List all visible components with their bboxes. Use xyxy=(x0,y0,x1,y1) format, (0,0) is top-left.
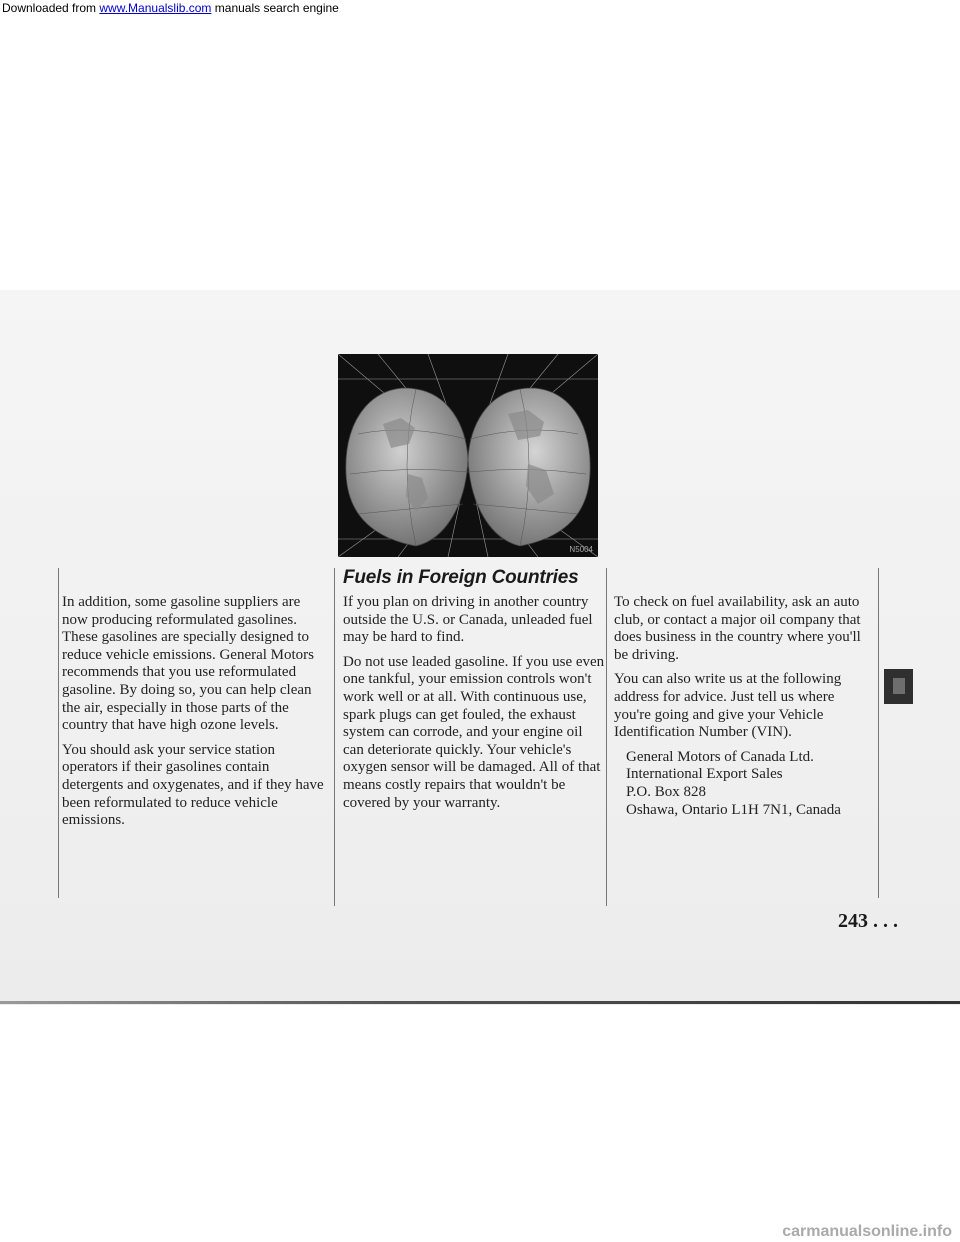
paragraph: You can also write us at the following address for advice. Just tell us where you're going and give your Vehicle Identification Number (VIN). xyxy=(614,671,842,741)
page-number: 243 . . . xyxy=(838,910,898,932)
paragraph: In addition, some gasoline suppliers are now producing reformulated gasolines. These gasolines are specially designed to reduce vehicle emissions. General Motors recommends that you use reformulated gasoline. By doing so, you can help clean the air, especially in those parts of the country that have high ozone levels. xyxy=(62,594,315,734)
world-map-figure xyxy=(338,354,598,557)
address-line: General Motors of Canada Ltd. xyxy=(626,748,814,765)
paragraph: Do not use leaded gasoline. If you use even one tankful, your emission controls won't work well or at all. With continuous use, spark plugs can get fouled, the exhaust system can corrode, and your engine oil can deteriorate quickly. Your vehicle's oxygen sensor will be damaged. All of that means costly repairs that wouldn't be covered by your warranty. xyxy=(343,653,605,811)
section-tab-marker xyxy=(884,669,913,704)
column-divider-far-right xyxy=(878,568,879,898)
manualslib-link[interactable]: www.Manualslib.com xyxy=(99,1,212,15)
address-line: International Export Sales xyxy=(626,766,783,783)
world-map-icon xyxy=(338,354,598,557)
section-heading: Fuels in Foreign Countries xyxy=(343,567,579,588)
column-divider-middle xyxy=(334,568,335,906)
banner-prefix: Downloaded from xyxy=(2,1,100,15)
paragraph: You should ask your service station operators if their gasolines contain detergents and oxygenates, and if they have been reformulated to reduce vehicle emissions. xyxy=(62,741,324,829)
download-banner xyxy=(0,0,960,16)
column-middle xyxy=(343,594,605,819)
mailing-address xyxy=(626,749,864,819)
column-left xyxy=(62,594,324,837)
address-line: P.O. Box 828 xyxy=(626,783,707,800)
column-divider-left xyxy=(58,568,59,898)
banner-suffix: manuals search engine xyxy=(211,1,339,15)
figure-code: N5004 xyxy=(569,545,593,554)
paragraph: If you plan on driving in another country outside the U.S. or Canada, unleaded fuel may be hard to find. xyxy=(343,594,593,646)
page-bottom-rule xyxy=(0,1001,960,1004)
address-line: Oshawa, Ontario L1H 7N1, Canada xyxy=(626,801,841,818)
footer-watermark: carmanualsonline.info xyxy=(782,1223,952,1240)
column-right xyxy=(614,594,864,819)
paragraph: To check on fuel availability, ask an auto club, or contact a major oil company that does business in the country where you'll be driving. xyxy=(614,594,861,663)
column-divider-right xyxy=(606,568,607,906)
